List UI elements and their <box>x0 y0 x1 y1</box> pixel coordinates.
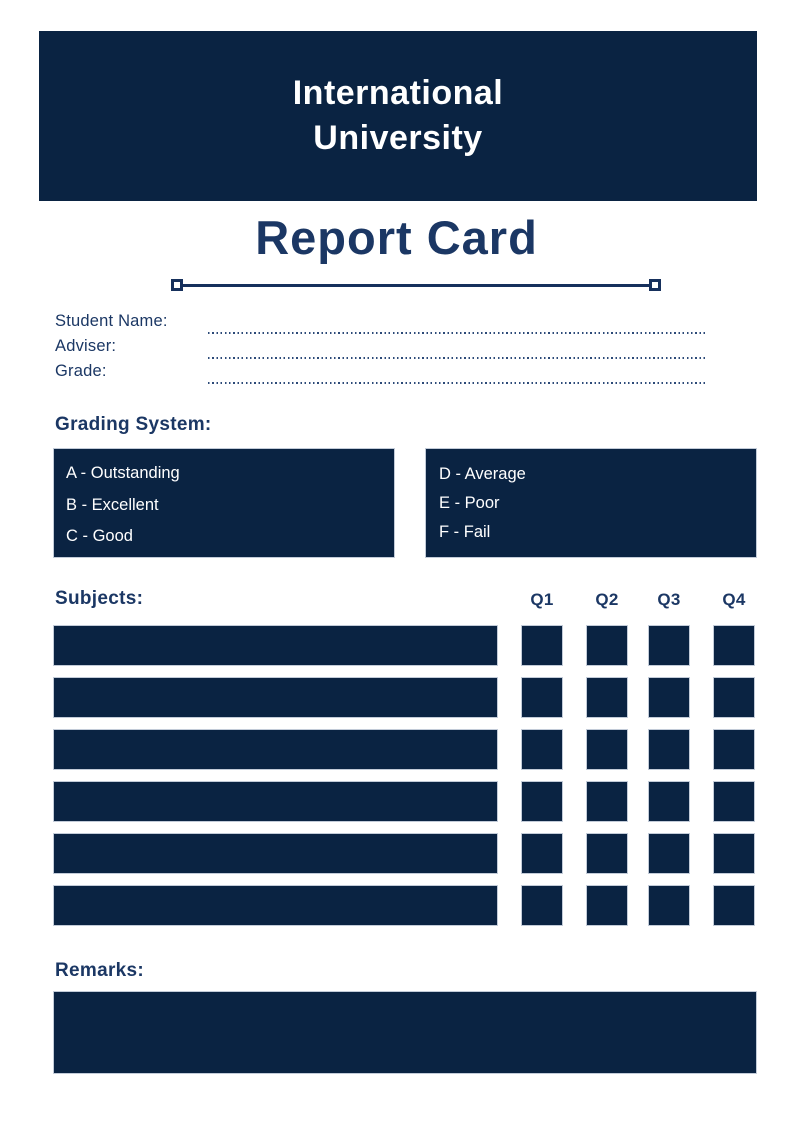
grade-cell-q1[interactable] <box>521 625 563 666</box>
subject-row <box>0 885 793 926</box>
fill-in-line[interactable] <box>208 357 705 359</box>
subject-name-cell[interactable] <box>53 833 498 874</box>
university-name-line2: University <box>313 119 483 157</box>
grade-cell-q3[interactable] <box>648 781 690 822</box>
quarter-header-q4: Q4 <box>722 590 746 609</box>
subject-row <box>0 833 793 874</box>
title-divider-line <box>177 284 655 287</box>
fill-in-line[interactable] <box>208 332 705 334</box>
grade-cell-q2[interactable] <box>586 729 628 770</box>
student-info-row <box>55 312 705 337</box>
grading-system-heading: Grading System: <box>55 414 212 435</box>
grade-cell-q4[interactable] <box>713 885 755 926</box>
subject-row <box>0 729 793 770</box>
quarter-header-q2: Q2 <box>595 590 619 609</box>
grading-legend-item: C - Good <box>66 527 133 545</box>
grade-cell-q1[interactable] <box>521 729 563 770</box>
grade-cell-q3[interactable] <box>648 625 690 666</box>
grading-legend-item: E - Poor <box>439 494 500 512</box>
subject-row <box>0 625 793 666</box>
grade-cell-q2[interactable] <box>586 885 628 926</box>
grade-cell-q2[interactable] <box>586 833 628 874</box>
grading-legend-item: B - Excellent <box>66 495 159 514</box>
quarter-header-q1: Q1 <box>530 590 554 609</box>
remarks-heading: Remarks: <box>55 960 145 981</box>
grade-cell-q4[interactable] <box>713 781 755 822</box>
grade-cell-q1[interactable] <box>521 677 563 718</box>
student-info-row <box>55 337 705 362</box>
university-header-banner <box>39 31 757 201</box>
divider-left-handle-icon <box>171 279 183 291</box>
grading-legend-item: A - Outstanding <box>66 464 180 482</box>
fill-in-line[interactable] <box>208 382 705 384</box>
grade-cell-q4[interactable] <box>713 833 755 874</box>
page-title: Report Card <box>255 211 538 264</box>
grade-cell-q3[interactable] <box>648 833 690 874</box>
subject-row <box>0 677 793 718</box>
university-name <box>293 71 504 161</box>
subject-row <box>0 781 793 822</box>
subject-name-cell[interactable] <box>53 885 498 926</box>
grade-cell-q4[interactable] <box>713 625 755 666</box>
grade-cell-q2[interactable] <box>586 781 628 822</box>
grade-cell-q2[interactable] <box>586 677 628 718</box>
grade-cell-q4[interactable] <box>713 677 755 718</box>
field-label: Adviser: <box>55 337 117 355</box>
grade-cell-q3[interactable] <box>648 677 690 718</box>
subject-name-cell[interactable] <box>53 729 498 770</box>
field-label: Student Name: <box>55 312 168 330</box>
grading-legend-item: F - Fail <box>439 523 491 541</box>
subject-name-cell[interactable] <box>53 625 498 666</box>
field-label: Grade: <box>55 362 107 380</box>
university-name-line1: International <box>292 74 504 112</box>
subject-name-cell[interactable] <box>53 677 498 718</box>
grading-legend-item: D - Average <box>439 465 526 483</box>
grading-legend-box-right <box>425 448 757 558</box>
grade-cell-q1[interactable] <box>521 781 563 822</box>
grade-cell-q3[interactable] <box>648 729 690 770</box>
quarter-header-q3: Q3 <box>657 590 681 609</box>
student-info-row <box>55 362 705 387</box>
grading-legend-box-left <box>53 448 395 558</box>
subjects-heading: Subjects: <box>55 588 144 609</box>
subject-name-cell[interactable] <box>53 781 498 822</box>
remarks-input-box[interactable] <box>53 991 757 1074</box>
student-info-section <box>55 312 705 387</box>
grade-cell-q2[interactable] <box>586 625 628 666</box>
divider-right-handle-icon <box>649 279 661 291</box>
grade-cell-q3[interactable] <box>648 885 690 926</box>
grade-cell-q1[interactable] <box>521 833 563 874</box>
grade-cell-q4[interactable] <box>713 729 755 770</box>
grade-cell-q1[interactable] <box>521 885 563 926</box>
